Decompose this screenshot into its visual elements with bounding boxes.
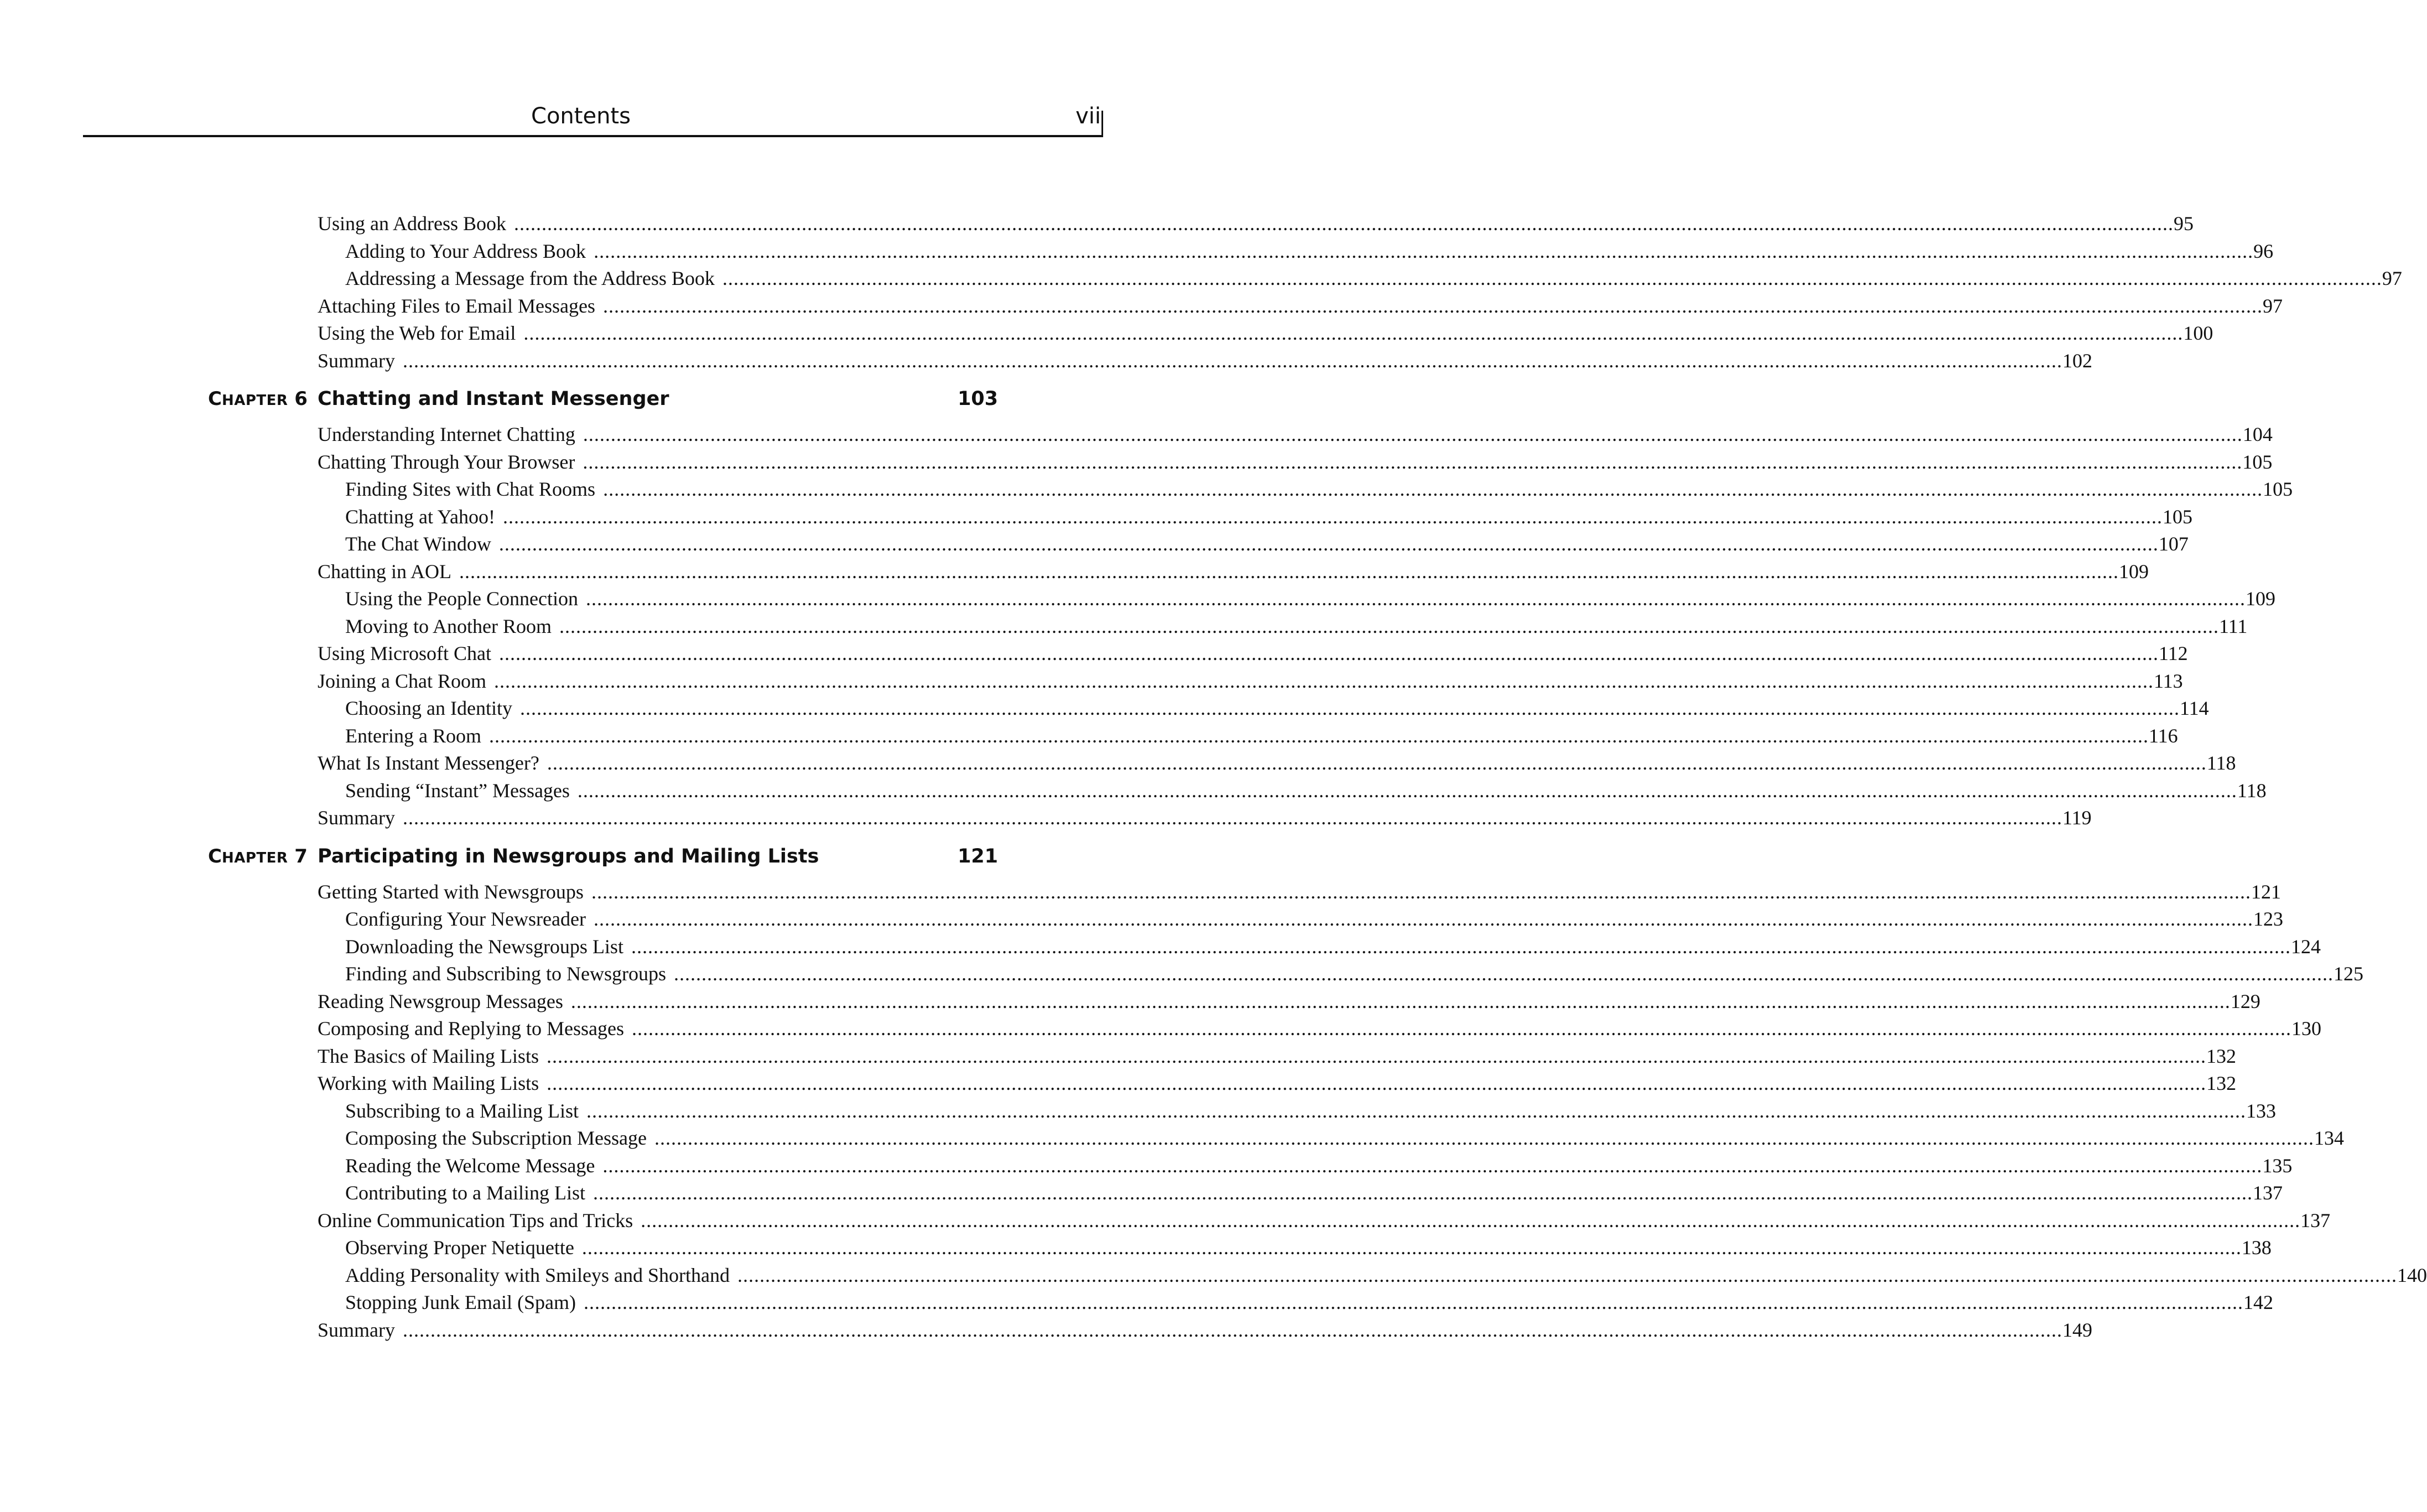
toc-entry[interactable] [318,988,2260,1015]
toc-entry-page: 113 [2154,669,2183,692]
toc-entry-title: What Is Instant Messenger? [318,752,539,774]
toc-entry-title: Using Microsoft Chat [318,642,491,664]
toc-entry-page: 133 [2246,1099,2276,1122]
toc-subentry[interactable] [345,906,2283,932]
toc-entry-page: 114 [2179,697,2209,719]
toc-entry-page: 104 [2242,423,2273,445]
toc-entry-title: The Chat Window [345,533,491,555]
toc-entry-page: 105 [2163,505,2193,528]
dot-leader: ............................................................................................................................................................................................................................................................................................................ [602,294,2263,317]
chapter-label: CHAPTER 7 [208,845,308,867]
toc-entry-title: The Basics of Mailing Lists [318,1045,539,1067]
toc-entry-title: Online Communication Tips and Tricks [318,1209,633,1232]
toc-entry-page: 111 [2219,615,2248,637]
toc-entry-title: Stopping Junk Email (Spam) [345,1291,576,1313]
toc-entry[interactable] [318,640,2188,667]
toc-entry-title: Sending “Instant” Messages [345,779,570,802]
dot-leader: ............................................................................................................................................................................................................................................................................................................ [547,1072,2207,1094]
dot-leader: ............................................................................................................................................................................................................................................................................................................ [403,349,2062,372]
toc-entry-page: 119 [2062,807,2092,829]
toc-subentry[interactable] [345,1125,2344,1151]
toc-entry-title: Finding and Subscribing to Newsgroups [345,963,666,985]
toc-entry-title: Using the People Connection [345,588,578,610]
toc-entry-page: 149 [2062,1318,2092,1341]
toc-entry[interactable] [318,1207,2331,1234]
toc-entry[interactable] [318,449,2273,475]
dot-leader: ............................................................................................................................................................................................................................................................................................................ [583,423,2243,445]
toc-subentry[interactable] [345,238,2274,264]
chapter-page: 103 [957,388,998,410]
toc-subentry[interactable] [345,265,2402,292]
toc-entry-title: Adding to Your Address Book [345,240,586,262]
toc-entry-page: 100 [2183,322,2213,344]
dot-leader: ............................................................................................................................................................................................................................................................................................................ [503,505,2163,528]
toc-entry[interactable] [318,668,2183,694]
toc-entry-title: Working with Mailing Lists [318,1072,539,1094]
toc-entry-page: 118 [2237,779,2267,802]
dot-leader: ............................................................................................................................................................................................................................................................................................................ [581,1236,2242,1259]
toc-entry-title: Attaching Files to Email Messages [318,294,595,317]
toc-subentry[interactable] [345,933,2321,960]
toc-entry[interactable] [318,1043,2236,1069]
toc-entry-page: 123 [2253,908,2283,930]
toc-subentry[interactable] [345,960,2363,987]
toc-entry[interactable] [318,558,2149,585]
toc-entry-page: 95 [2174,212,2194,235]
dot-leader: ............................................................................................................................................................................................................................................................................................................ [494,669,2154,692]
toc-entry[interactable] [318,210,2194,237]
toc-entry-title: Chatting in AOL [318,560,451,583]
dot-leader: ............................................................................................................................................................................................................................................................................................................ [523,322,2184,344]
toc-entry-title: Subscribing to a Mailing List [345,1099,579,1122]
toc-subentry[interactable] [345,695,2209,721]
toc-entry-page: 130 [2291,1017,2321,1040]
toc-entry[interactable] [318,750,2236,776]
toc-entry-title: Getting Started with Newsgroups [318,880,584,903]
dot-leader: ............................................................................................................................................................................................................................................................................................................ [519,697,2180,719]
dot-leader: ............................................................................................................................................................................................................................................................................................................ [584,1291,2243,1313]
toc-entry-title: Summary [318,1318,395,1341]
toc-subentry[interactable] [345,476,2293,502]
toc-entry-title: Using an Address Book [318,212,506,235]
toc-entry-title: Understanding Internet Chatting [318,423,575,445]
dot-leader: ............................................................................................................................................................................................................................................................................................................ [498,533,2159,555]
toc-entry-page: 109 [2119,560,2149,583]
toc-entry-page: 137 [2300,1209,2331,1232]
toc-subentry[interactable] [345,1098,2276,1124]
toc-entry-page: 112 [2158,642,2188,664]
dot-leader: ............................................................................................................................................................................................................................................................................................................ [593,1182,2253,1204]
dot-leader: ............................................................................................................................................................................................................................................................................................................ [403,807,2062,829]
dot-leader: ............................................................................................................................................................................................................................................................................................................ [559,615,2220,637]
dot-leader: ............................................................................................................................................................................................................................................................................................................ [674,963,2334,985]
toc-entry-page: 97 [2262,294,2283,317]
dot-leader: ............................................................................................................................................................................................................................................................................................................ [459,560,2119,583]
toc-subentry[interactable] [345,503,2193,530]
toc-entry-title: Downloading the Newsgroups List [345,935,623,958]
dot-leader: ............................................................................................................................................................................................................................................................................................................ [594,240,2254,262]
dot-leader: ............................................................................................................................................................................................................................................................................................................ [602,1154,2263,1177]
toc-entry[interactable] [318,293,2283,319]
toc-entry-page: 124 [2290,935,2321,958]
toc-entry[interactable] [318,320,2213,346]
dot-leader: ............................................................................................................................................................................................................................................................................................................ [583,450,2243,473]
dot-leader: ............................................................................................................................................................................................................................................................................................................ [654,1127,2314,1149]
toc-entry[interactable] [318,879,2281,905]
toc-subentry[interactable] [345,1152,2293,1179]
dot-leader: ............................................................................................................................................................................................................................................................................................................ [498,642,2159,664]
toc-entry-page: 109 [2245,588,2275,610]
toc-entry-title: Composing and Replying to Messages [318,1017,624,1040]
toc-entry-page: 105 [2242,450,2273,473]
toc-entry-page: 138 [2241,1236,2272,1259]
toc-subentry[interactable] [345,723,2178,749]
toc-entry-title: Chatting at Yahoo! [345,505,496,528]
dot-leader: ............................................................................................................................................................................................................................................................................................................ [591,880,2251,903]
toc-subentry[interactable] [345,1234,2272,1261]
dot-leader: ............................................................................................................................................................................................................................................................................................................ [514,212,2174,235]
toc-entry-page: 134 [2314,1127,2344,1149]
chapter-label: CHAPTER 6 [208,388,308,410]
dot-leader: ............................................................................................................................................................................................................................................................................................................ [737,1264,2397,1286]
toc-subentry[interactable] [345,1289,2273,1316]
toc-entry-title: Using the Web for Email [318,322,516,344]
toc-subentry[interactable] [345,613,2248,640]
toc-entry-page: 107 [2158,533,2189,555]
dot-leader: ............................................................................................................................................................................................................................................................................................................ [585,588,2246,610]
chapter-title: Participating in Newsgroups and Mailing Lists [318,845,819,867]
toc-entry-page: 132 [2206,1072,2237,1094]
toc-entry-page: 121 [2251,880,2281,903]
toc-entry-title: Summary [318,807,395,829]
toc-entry-page: 132 [2206,1045,2236,1067]
toc-entry-page: 102 [2062,349,2092,372]
running-header-title: Contents [531,103,631,129]
dot-leader: ............................................................................................................................................................................................................................................................................................................ [603,478,2263,500]
dot-leader: ............................................................................................................................................................................................................................................................................................................ [546,1045,2206,1067]
toc-entry-title: Summary [318,349,395,372]
dot-leader: ............................................................................................................................................................................................................................................................................................................ [570,990,2231,1012]
toc-subentry[interactable] [345,1180,2283,1206]
toc-entry-title: Chatting Through Your Browser [318,450,575,473]
chapter-heading [318,840,998,873]
toc-entry-title: Addressing a Message from the Address Book [345,267,715,289]
toc-entry-title: Configuring Your Newsreader [345,908,586,930]
toc-entry-title: Composing the Subscription Message [345,1127,647,1149]
dot-leader: ............................................................................................................................................................................................................................................................................................................ [641,1209,2301,1232]
toc-entry-title: Choosing an Identity [345,697,512,719]
toc-subentry[interactable] [345,585,2275,612]
dot-leader: ............................................................................................................................................................................................................................................................................................................ [631,935,2291,958]
dot-leader: ............................................................................................................................................................................................................................................................................................................ [631,1017,2291,1040]
toc-entry[interactable] [318,804,2092,831]
toc-entry-title: Entering a Room [345,724,481,747]
toc-entry-title: Reading the Welcome Message [345,1154,595,1177]
toc-entry-title: Adding Personality with Smileys and Shorthand [345,1264,730,1286]
dot-leader: ............................................................................................................................................................................................................................................................................................................ [488,724,2149,747]
toc-entry-title: Finding Sites with Chat Rooms [345,478,596,500]
chapter-page: 121 [957,845,998,867]
dot-leader: ............................................................................................................................................................................................................................................................................................................ [577,779,2237,802]
toc-entry-page: 129 [2230,990,2260,1012]
toc-entry[interactable] [318,347,2092,374]
toc-entry-page: 96 [2253,240,2274,262]
toc-entry-title: Contributing to a Mailing List [345,1182,585,1204]
dot-leader: ............................................................................................................................................................................................................................................................................................................ [586,1099,2246,1122]
chapter-title: Chatting and Instant Messenger [318,388,669,410]
toc-entry-page: 118 [2206,752,2236,774]
toc-entry-page: 140 [2397,1264,2427,1286]
toc-entry-page: 137 [2253,1182,2283,1204]
dot-leader: ............................................................................................................................................................................................................................................................................................................ [547,752,2207,774]
toc-subentry[interactable] [345,531,2189,557]
dot-leader: ............................................................................................................................................................................................................................................................................................................ [593,908,2253,930]
toc-entry-title: Observing Proper Netiquette [345,1236,574,1259]
toc-entry[interactable] [318,1070,2237,1097]
toc-entry-title: Reading Newsgroup Messages [318,990,563,1012]
toc-entry-page: 97 [2382,267,2402,289]
toc-entry-page: 105 [2263,478,2293,500]
chapter-heading [318,382,998,415]
toc-entry-title: Moving to Another Room [345,615,552,637]
page-number: vii [1075,103,1101,129]
toc-entry-page: 116 [2148,724,2178,747]
dot-leader: ............................................................................................................................................................................................................................................................................................................ [722,267,2382,289]
toc-entry-page: 142 [2243,1291,2273,1313]
toc-entry[interactable] [318,1015,2321,1042]
toc-entry[interactable] [318,421,2273,448]
toc-entry-page: 125 [2334,963,2363,985]
toc-subentry[interactable] [345,1262,2427,1288]
toc-entry-title: Joining a Chat Room [318,669,486,692]
toc-subentry[interactable] [345,777,2267,804]
toc-entry[interactable] [318,1317,2092,1343]
toc-entry-page: 135 [2262,1154,2293,1177]
dot-leader: ............................................................................................................................................................................................................................................................................................................ [403,1318,2062,1341]
